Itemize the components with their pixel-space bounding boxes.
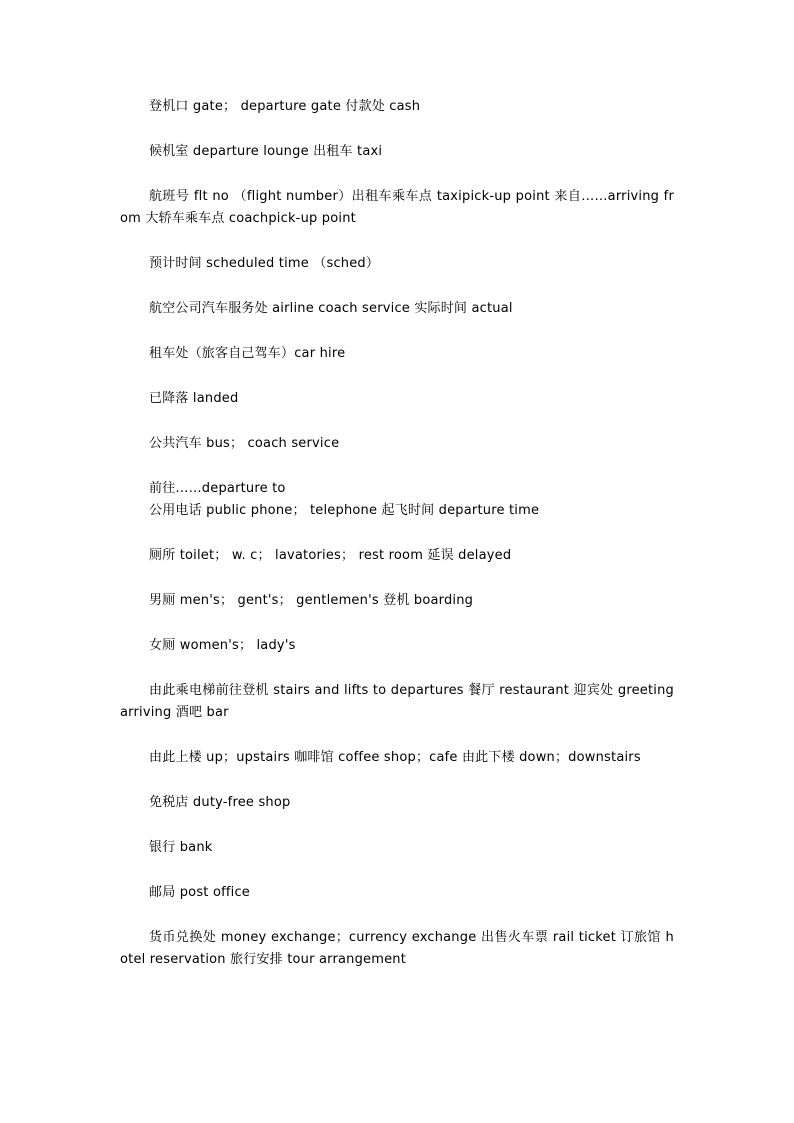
paragraph-duty-free: 免税店 duty-free shop	[149, 795, 291, 810]
paragraph-money-exchange: 货币兑换处 money exchange；currency exchange 出售火车票 rail ticket 订旅馆 hotel reservation 旅行安排 tour arrangement	[120, 930, 674, 967]
paragraph-lounge-taxi: 候机室 departure lounge 出租车 taxi	[149, 144, 383, 159]
paragraph-toilet: 厕所 toilet； w. c； lavatories； rest room 延误 delayed	[149, 548, 512, 563]
paragraph-departure-to: 前往……departure to	[149, 481, 286, 496]
paragraph-car-hire: 租车处（旅客自己驾车）car hire	[149, 346, 346, 361]
paragraph-landed: 已降落 landed	[149, 391, 239, 406]
paragraph-stairs-lifts: 由此乘电梯前往登机 stairs and lifts to departures 餐厅 restaurant 迎宾处 greeting arriving 酒吧 bar	[120, 683, 674, 720]
paragraph-scheduled-time: 预计时间 scheduled time （sched）	[149, 256, 380, 271]
paragraph-gate-cash: 登机口 gate； departure gate 付款处 cash	[149, 99, 421, 114]
paragraph-flight-number: 航班号 flt no （flight number）出租车乘车点 taxipick-up point 来自……arriving from 大轿车乘车点 coachpick-up point	[120, 189, 674, 226]
paragraph-public-phone: 公用电话 public phone； telephone 起飞时间 departure time	[149, 503, 540, 518]
paragraph-airline-coach: 航空公司汽车服务处 airline coach service 实际时间 actual	[149, 301, 513, 316]
paragraph-mens: 男厕 men's； gent's； gentlemen's 登机 boarding	[149, 593, 474, 608]
paragraph-womens: 女厕 women's； lady's	[149, 638, 296, 653]
paragraph-bank: 银行 bank	[149, 840, 213, 855]
paragraph-bus: 公共汽车 bus； coach service	[149, 436, 340, 451]
paragraph-upstairs: 由此上楼 up；upstairs 咖啡馆 coffee shop；cafe 由此下楼 down；downstairs	[149, 750, 641, 765]
paragraph-post-office: 邮局 post office	[149, 885, 251, 900]
document-body	[120, 96, 674, 994]
